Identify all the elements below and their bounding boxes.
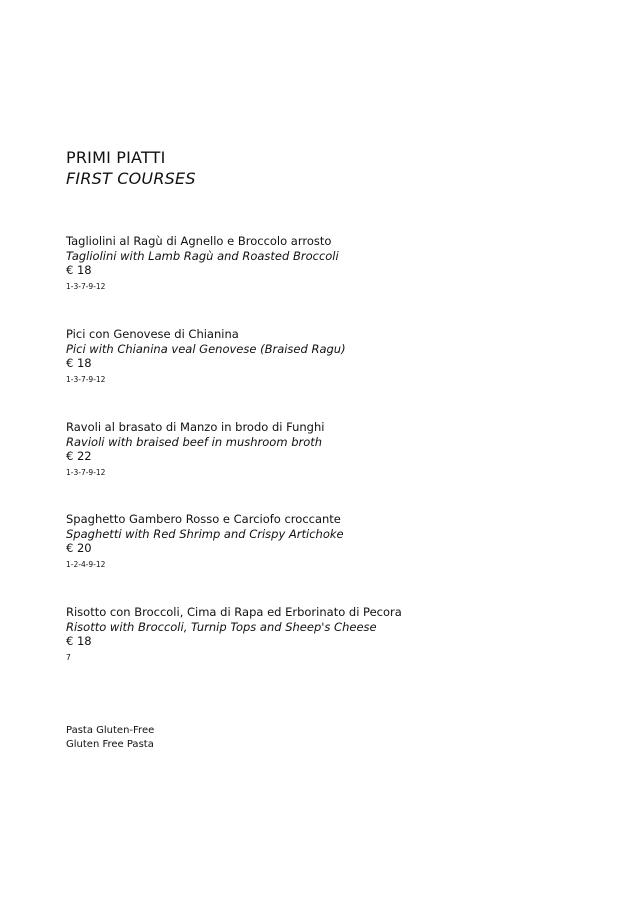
dish-price: € 18 [66,263,92,277]
dish-allergens: 1-3-7-9-12 [66,467,106,477]
dish-name-italian: Ravoli al brasato di Manzo in brodo di Funghi [66,420,325,434]
dish-name-italian: Pici con Genovese di Chianina [66,327,239,341]
gluten-free-italian: Pasta Gluten-Free [66,725,155,736]
dish-price: € 20 [66,541,92,555]
gluten-free-note [66,724,154,752]
section-title-italian: PRIMI PIATTI [66,148,166,167]
dish-allergens: 1-3-7-9-12 [66,374,106,384]
dish-name-italian: Risotto con Broccoli, Cima di Rapa ed Erborinato di Pecora [66,605,402,619]
gluten-free-english: Gluten Free Pasta [66,739,154,750]
dish-name-english: Pici with Chianina veal Genovese (Braised Ragu) [66,341,346,356]
dish-allergens: 7 [66,652,71,662]
dish-name-english: Spaghetti with Red Shrimp and Crispy Artichoke [66,526,344,541]
dish-allergens: 1-2-4-9-12 [66,559,106,569]
dish-name-english: Tagliolini with Lamb Ragù and Roasted Broccoli [66,248,339,263]
menu-item [66,327,586,386]
dish-price: € 18 [66,634,92,648]
dish-name-italian: Tagliolini al Ragù di Agnello e Broccolo arrosto [66,234,332,248]
dish-name-italian: Spaghetto Gambero Rosso e Carciofo croccante [66,512,341,526]
section-title-english: FIRST COURSES [66,169,196,188]
section-title [66,147,196,189]
menu-item [66,512,586,571]
menu-item [66,234,586,293]
dish-name-english: Ravioli with braised beef in mushroom broth [66,434,323,449]
dish-price: € 22 [66,449,92,463]
menu-item [66,605,586,664]
dish-price: € 18 [66,356,92,370]
dish-allergens: 1-3-7-9-12 [66,281,106,291]
menu-item [66,420,586,479]
dish-name-english: Risotto with Broccoli, Turnip Tops and Sheep's Cheese [66,619,377,634]
